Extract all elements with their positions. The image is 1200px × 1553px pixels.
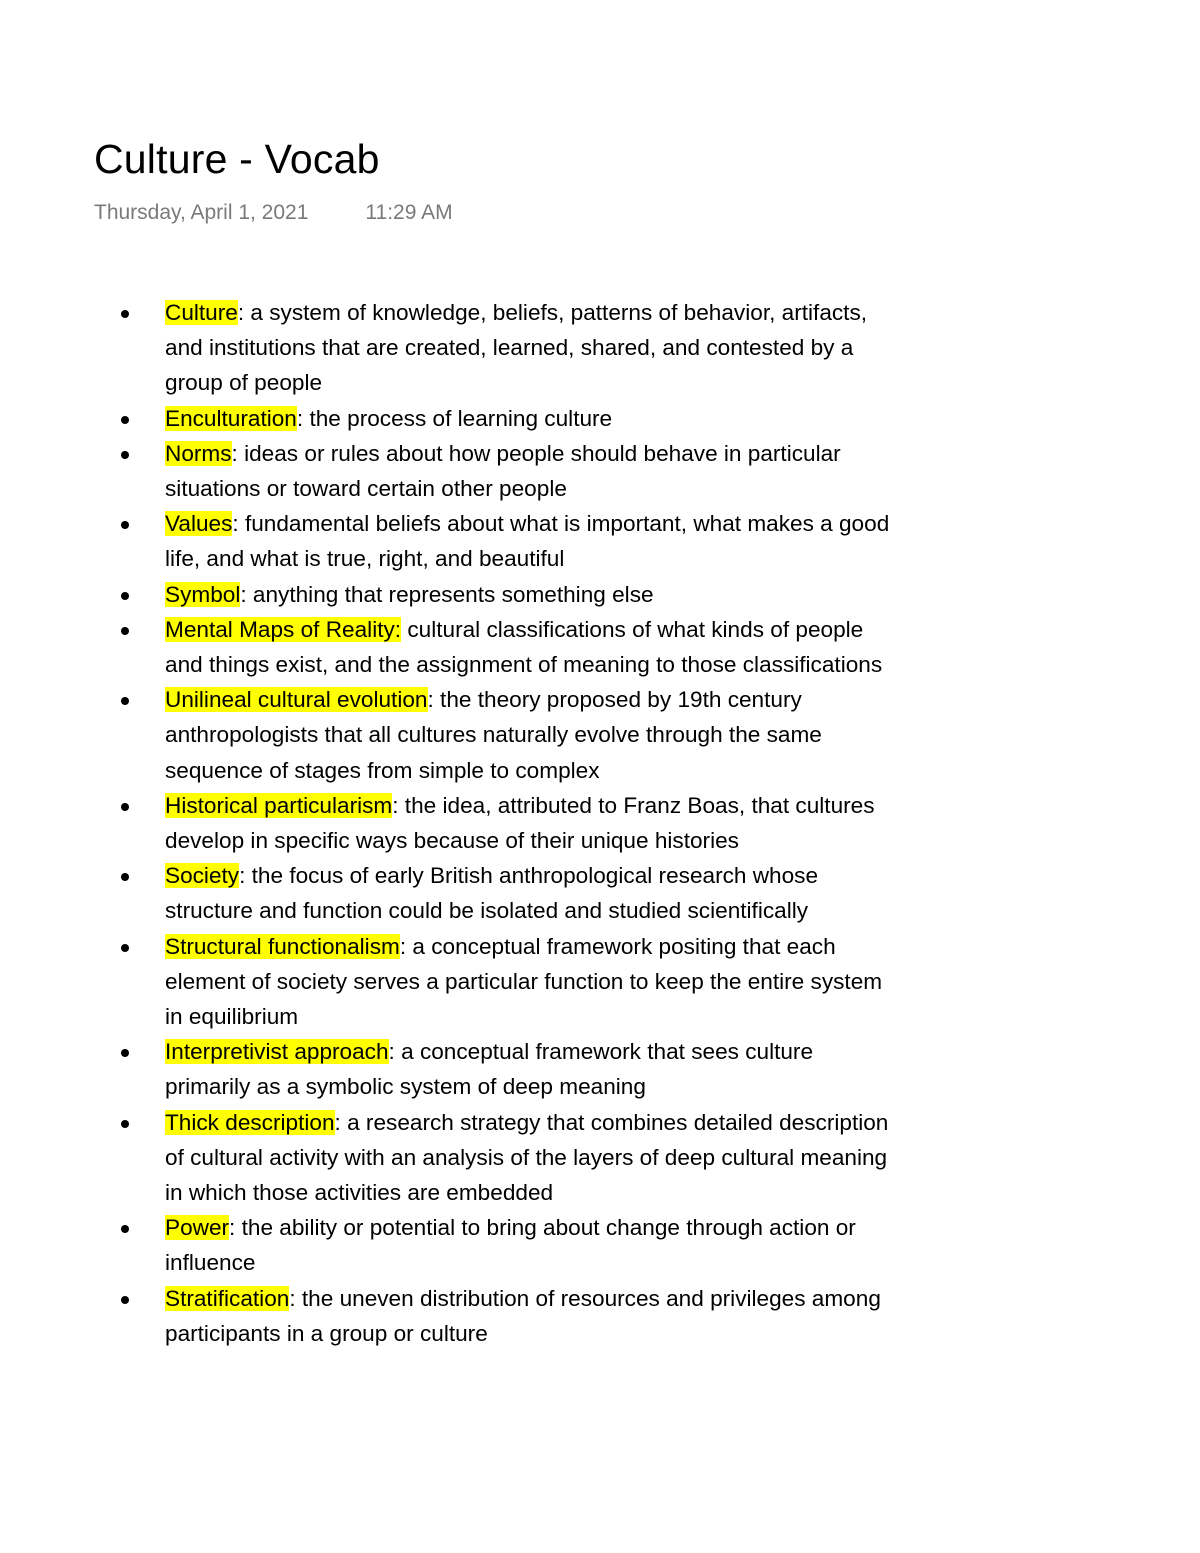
vocab-term: Mental Maps of Reality: bbox=[165, 616, 402, 642]
vocab-definition: : a conceptual framework positing that each element of society serves a particular function to keep the entire system in equilibrium bbox=[165, 933, 883, 1030]
vocab-definition: : the ability or potential to bring about change through action or influence bbox=[165, 1215, 856, 1276]
vocab-definition: : the uneven distribution of resources and privileges among participants in a group or culture bbox=[165, 1285, 881, 1346]
page-title: Culture - Vocab bbox=[94, 136, 380, 182]
vocab-definition: : a research strategy that combines detailed description of cultural activity with an analysis of the layers of deep cultural meaning in which those activities are embedded bbox=[165, 1109, 889, 1206]
vocab-term: Power bbox=[165, 1215, 230, 1241]
bullet-icon bbox=[121, 873, 129, 881]
vocab-item bbox=[0, 436, 900, 506]
vocab-term: Stratification bbox=[165, 1285, 290, 1311]
vocab-term: Interpretivist approach bbox=[165, 1039, 389, 1065]
bullet-icon bbox=[121, 1120, 129, 1128]
vocab-item bbox=[0, 295, 900, 401]
bullet-icon bbox=[121, 451, 129, 459]
vocab-list bbox=[0, 295, 1200, 1351]
vocab-term: Historical particularism bbox=[165, 792, 393, 818]
bullet-icon bbox=[121, 697, 129, 705]
note-date: Thursday, April 1, 2021 bbox=[94, 201, 309, 224]
vocab-item bbox=[0, 577, 900, 612]
bullet-icon bbox=[121, 592, 129, 600]
note-time: 11:29 AM bbox=[365, 201, 453, 224]
vocab-definition: : ideas or rules about how people should behave in particular situations or toward certain other people bbox=[165, 440, 841, 502]
vocab-item bbox=[0, 1281, 900, 1351]
vocab-term: Thick description bbox=[165, 1109, 335, 1135]
bullet-icon bbox=[121, 803, 129, 811]
vocab-term: Structural functionalism bbox=[165, 933, 400, 959]
vocab-item bbox=[0, 506, 900, 576]
vocab-item bbox=[0, 858, 900, 928]
vocab-term: Values bbox=[165, 511, 233, 537]
vocab-definition: : fundamental beliefs about what is important, what makes a good life, and what is true, right, and beautiful bbox=[165, 511, 890, 572]
vocab-term: Culture bbox=[165, 300, 238, 325]
bullet-icon bbox=[121, 944, 129, 952]
vocab-definition: : a system of knowledge, beliefs, patterns of behavior, artifacts, and institutions that are created, learned, shared, and contested by a group of people bbox=[165, 300, 868, 396]
bullet-icon bbox=[121, 1296, 129, 1304]
vocab-definition: cultural classifications of what kinds of people and things exist, and the assignment of meaning to those classifications bbox=[165, 616, 883, 678]
vocab-item bbox=[0, 682, 900, 788]
vocab-definition: : anything that represents something else bbox=[240, 581, 654, 607]
bullet-icon bbox=[121, 521, 129, 529]
vocab-item bbox=[0, 1034, 900, 1104]
bullet-icon bbox=[121, 1049, 129, 1057]
bullet-icon bbox=[121, 1225, 129, 1233]
bullet-icon bbox=[121, 310, 129, 318]
vocab-list-viewport bbox=[0, 290, 1200, 1439]
vocab-definition: : the theory proposed by 19th century anthropologists that all cultures naturally evolve through the same sequence of stages from simple to complex bbox=[165, 687, 822, 783]
vocab-item bbox=[0, 612, 900, 682]
vocab-definition: : the process of learning culture bbox=[296, 405, 613, 431]
vocab-term: Unilineal cultural evolution bbox=[165, 687, 428, 713]
vocab-item bbox=[0, 929, 900, 1035]
vocab-definition: : the idea, attributed to Franz Boas, that cultures develop in specific ways because of their unique histories bbox=[165, 792, 875, 854]
vocab-item bbox=[0, 788, 900, 858]
vocab-term: Norms bbox=[165, 440, 232, 466]
vocab-term: Enculturation bbox=[165, 405, 297, 431]
note-timestamp bbox=[94, 199, 453, 227]
vocab-item bbox=[0, 1210, 900, 1280]
vocab-term: Society bbox=[165, 863, 240, 889]
vocab-item bbox=[0, 401, 900, 436]
bullet-icon bbox=[121, 627, 129, 635]
vocab-term: Symbol bbox=[165, 581, 241, 607]
bullet-icon bbox=[121, 416, 129, 424]
vocab-definition: : the focus of early British anthropological research whose structure and function could be isolated and studied scientifically bbox=[165, 863, 819, 924]
vocab-definition: : a conceptual framework that sees culture primarily as a symbolic system of deep meaning bbox=[165, 1039, 814, 1100]
vocab-item bbox=[0, 1105, 900, 1211]
